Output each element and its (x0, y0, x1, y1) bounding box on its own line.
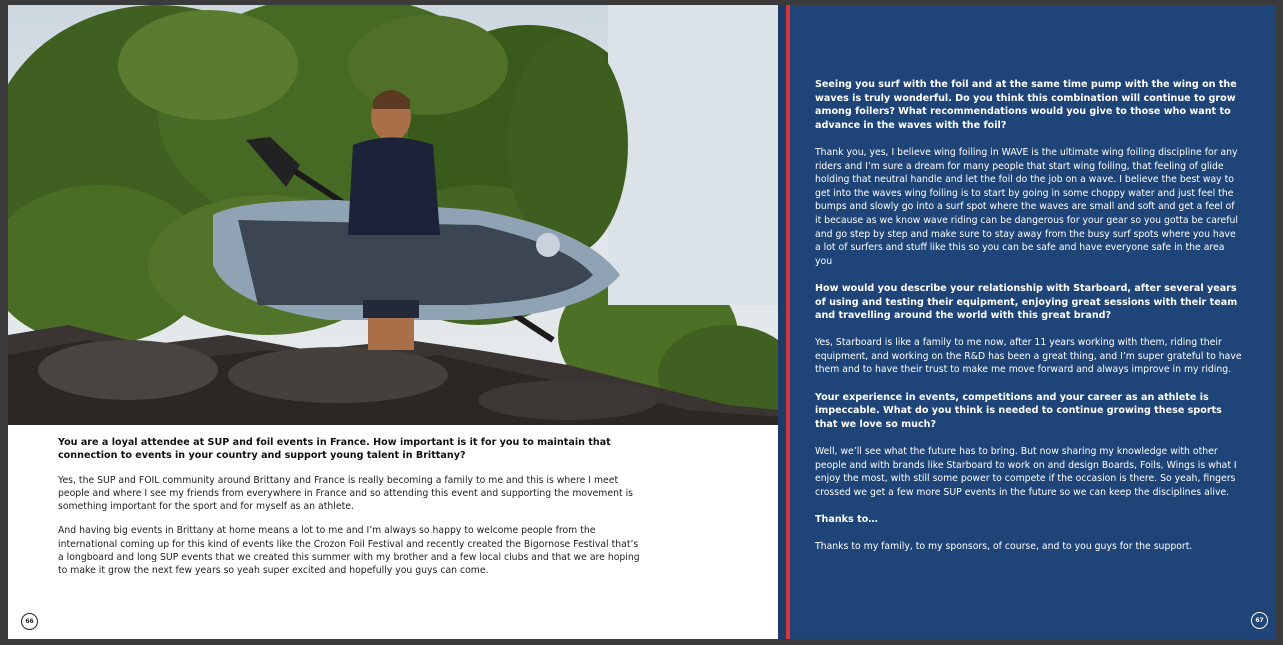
question-text: You are a loyal attendee at SUP and foil events in France. How important is it for you to maintain that connection to events in your country and support young talent in Brittany? (58, 437, 611, 462)
question-text: Your experience in events, competitions and your career as an athlete is impeccable. What do you think is needed to continue growing these sports that we love so much? (815, 391, 1222, 430)
answer-paragraph: Thanks to my family, to my sponsors, of course, and to you guys for the support. (815, 541, 1193, 553)
athlete-photo (8, 5, 778, 425)
question-text: Seeing you surf with the foil and at the same time pump with the wing on the waves is truly wonderful. Do you think this combination will continue to grow among foilers? What recommendations would you give to those who want to advance in the waves with the foil? (815, 79, 1237, 131)
page-number-right: 67 (1251, 612, 1268, 629)
answer-paragraph: Yes, the SUP and FOIL community around Brittany and France is really becoming a family to me and this is where I meet people and where I see my friends from everywhere in France and so attending this event and supporting the movement is something important for the sport and for myself as an athlete. (58, 474, 633, 513)
answer-paragraph: Yes, Starboard is like a family to me now, after 11 years working with them, riding their equipment, and working on the R&D has been a great thing, and I’m super grateful to have them and to have their trust to make me move forward and always improve in my riding. (815, 337, 1242, 376)
page-number-left: 66 (21, 613, 38, 630)
question-text: Thanks to… (815, 514, 878, 525)
left-article-text (58, 436, 643, 589)
right-article-text (815, 78, 1243, 567)
answer-paragraph: Well, we’ll see what the future has to bring. But now sharing my knowledge with other people and with brands like Starboard to work on and design Boards, Foils, Wings is what I enjoy the most, with still some power to compete if the occasion is there. So yeah, fingers crossed we get a few more SUP events in the future so we can keep the disciplines alive. (815, 446, 1237, 498)
athlete-photo-illustration (8, 5, 778, 425)
right-page (790, 5, 1276, 639)
left-page (8, 5, 778, 639)
question-text: How would you describe your relationship with Starboard, after several years of using and testing their equipment, enjoying great sessions with their team and travelling around the world with this great brand? (815, 282, 1238, 322)
answer-paragraph: And having big events in Brittany at home means a lot to me and I’m always so happy to welcome people from the international coming up for this kind of events like the Crozon Foil Festival and recently created the Bigornose Festival that’s a longboard and long SUP events that we created this summer with my brother and a few local clubs and that we are hoping to make it grow the next few years so yeah super excited and hopefully you guys can come. (58, 525, 640, 577)
answer-paragraph: Thank you, yes, I believe wing foiling in WAVE is the ultimate wing foiling discipline for any riders and I’m sure a dream for many people that start wing foiling, that feeling of glide holding that neutral handle and let the foil do the job on a wave. I believe the best way to get into the waves wing foiling is to start by going in some choppy water and just feel the bumps and slowly go into a surf spot where the waves are small and soft and get a feel of it because as we know wave riding can be dangerous for your gear so you gotta be careful and go step by step and make sure to stay away from the busy surf spots where you have a lot of surfers and stuff like this so you can be safe and have everyone safe in the area you (815, 146, 1238, 267)
page-gutter (778, 5, 786, 639)
